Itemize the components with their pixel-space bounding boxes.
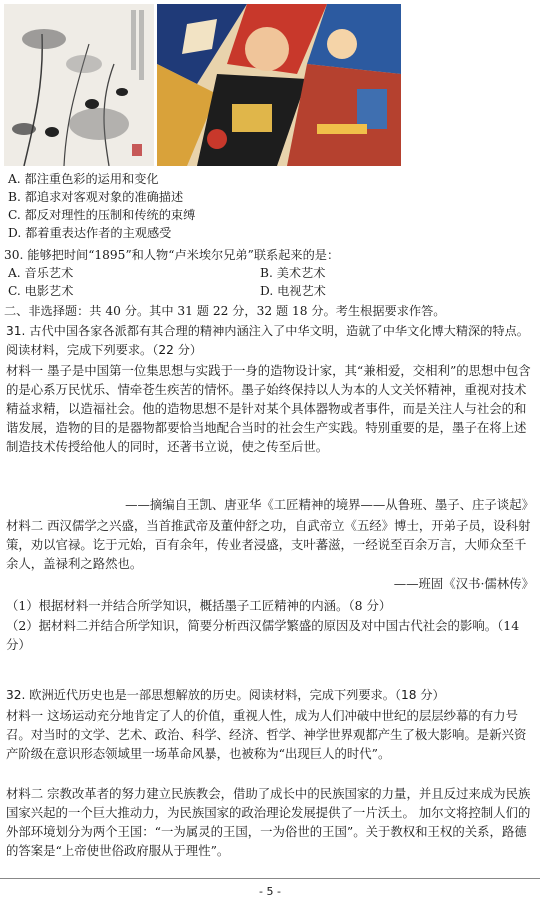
q30-stem: 30. 能够把时间“1895”和人物“卢米埃尔兄弟”联系起来的是： [4, 248, 340, 262]
q29-option-d: D. 都着重表达作者的主观感受 [8, 226, 172, 240]
figure-row [4, 4, 404, 166]
modernist-painting-image [157, 4, 401, 166]
q30-option-c: C. 电影艺术 [8, 284, 74, 298]
page-number: - 5 - [259, 885, 281, 898]
q29-option-b: B. 都追求对客观对象的准确描述 [8, 190, 184, 204]
q29-option-a: A. 都注重色彩的运用和变化 [8, 172, 159, 186]
q31-material-1: 材料一 墨子是中国第一位集思想与实践于一身的造物设计家，其“兼相爱，交相利”的思想中包含的是心系万民忧乐、情牵苍生疾苦的情怀。墨子始终保持以人为本的人文关怀精神，重视对技术精益求精，以造福社会。他的造物思想不是针对某个具体器物或者事件，而是关注人与社会的和谐发展，造物的目的是器物都要恰当地配合当时的社会生产实践。特别重要的是，墨子在将上述制造技术传授给他人的同时，还著书立说，使之传至后世。 [6, 363, 531, 454]
q31-material-1-source: ——摘编自王凯、唐亚华《工匠精神的境界——从鲁班、墨子、庄子谈起》 [125, 497, 534, 512]
q29-option-c: C. 都反对理性的压制和传统的束缚 [8, 208, 196, 222]
q31-material-2: 材料二 西汉儒学之兴盛，当首推武帝及董仲舒之功，自武帝立《五经》博士，开弟子员，设科射策，劝以官禄。讫于元始，百有余年，传业者浸盛，支叶蕃滋，一经说至百余万言，大师众至千余人，盖禄利之路然也。 [6, 518, 531, 571]
q30-option-d: D. 电视艺术 [260, 284, 326, 298]
q32-stem: 32. 欧洲近代历史也是一部思想解放的历史。阅读材料，完成下列要求。（18 分） [6, 688, 445, 702]
q30-option-b: B. 美术艺术 [260, 266, 326, 280]
footer-divider [0, 878, 540, 879]
ink-painting-image [4, 4, 154, 166]
q31-stem: 31. 古代中国各家各派都有其合理的精神内涵注入了中华文明，造就了中华文化博大精深的特点。阅读材料，完成下列要求。（22 分） [6, 324, 529, 357]
q31-material-2-source: ——班固《汉书·儒林传》 [393, 576, 534, 591]
q31-requirement-1: （1）根据材料一并结合所学知识，概括墨子工匠精神的内涵。（8 分） [6, 598, 392, 613]
section-2-header: 二、非选择题：共 40 分。其中 31 题 22 分，32 题 18 分。考生根据要求作答。 [4, 304, 446, 318]
q30-option-a: A. 音乐艺术 [8, 266, 74, 280]
q32-material-2: 材料二 宗教改革者的努力建立民族教会，借助了成长中的民族国家的力量，并且反过来成为民族国家兴起的一个巨大推动力，为民族国家的政治理论发展提供了一片沃土。 加尔文将控制人们的外部环境划分为两个王国：“一为属灵的王国，一为俗世的王国”。关于教权和王权的关系，路德的答案是“上帝使世俗政府服从于理性”。 [6, 786, 531, 858]
q31-requirement-2: （2）据材料二并结合所学知识，简要分析西汉儒学繁盛的原因及对中国古代社会的影响。（14 分） [6, 618, 520, 652]
q32-material-1: 材料一 这场运动充分地肯定了人的价值，重视人性，成为人们冲破中世纪的层层纱幕的有力号召。对当时的文学、艺术、政治、科学、经济、哲学、神学世界观都产生了极大影响。是新兴资产阶级在意识形态领域里一场革命风暴，也被称为“出现巨人的时代”。 [6, 708, 527, 761]
